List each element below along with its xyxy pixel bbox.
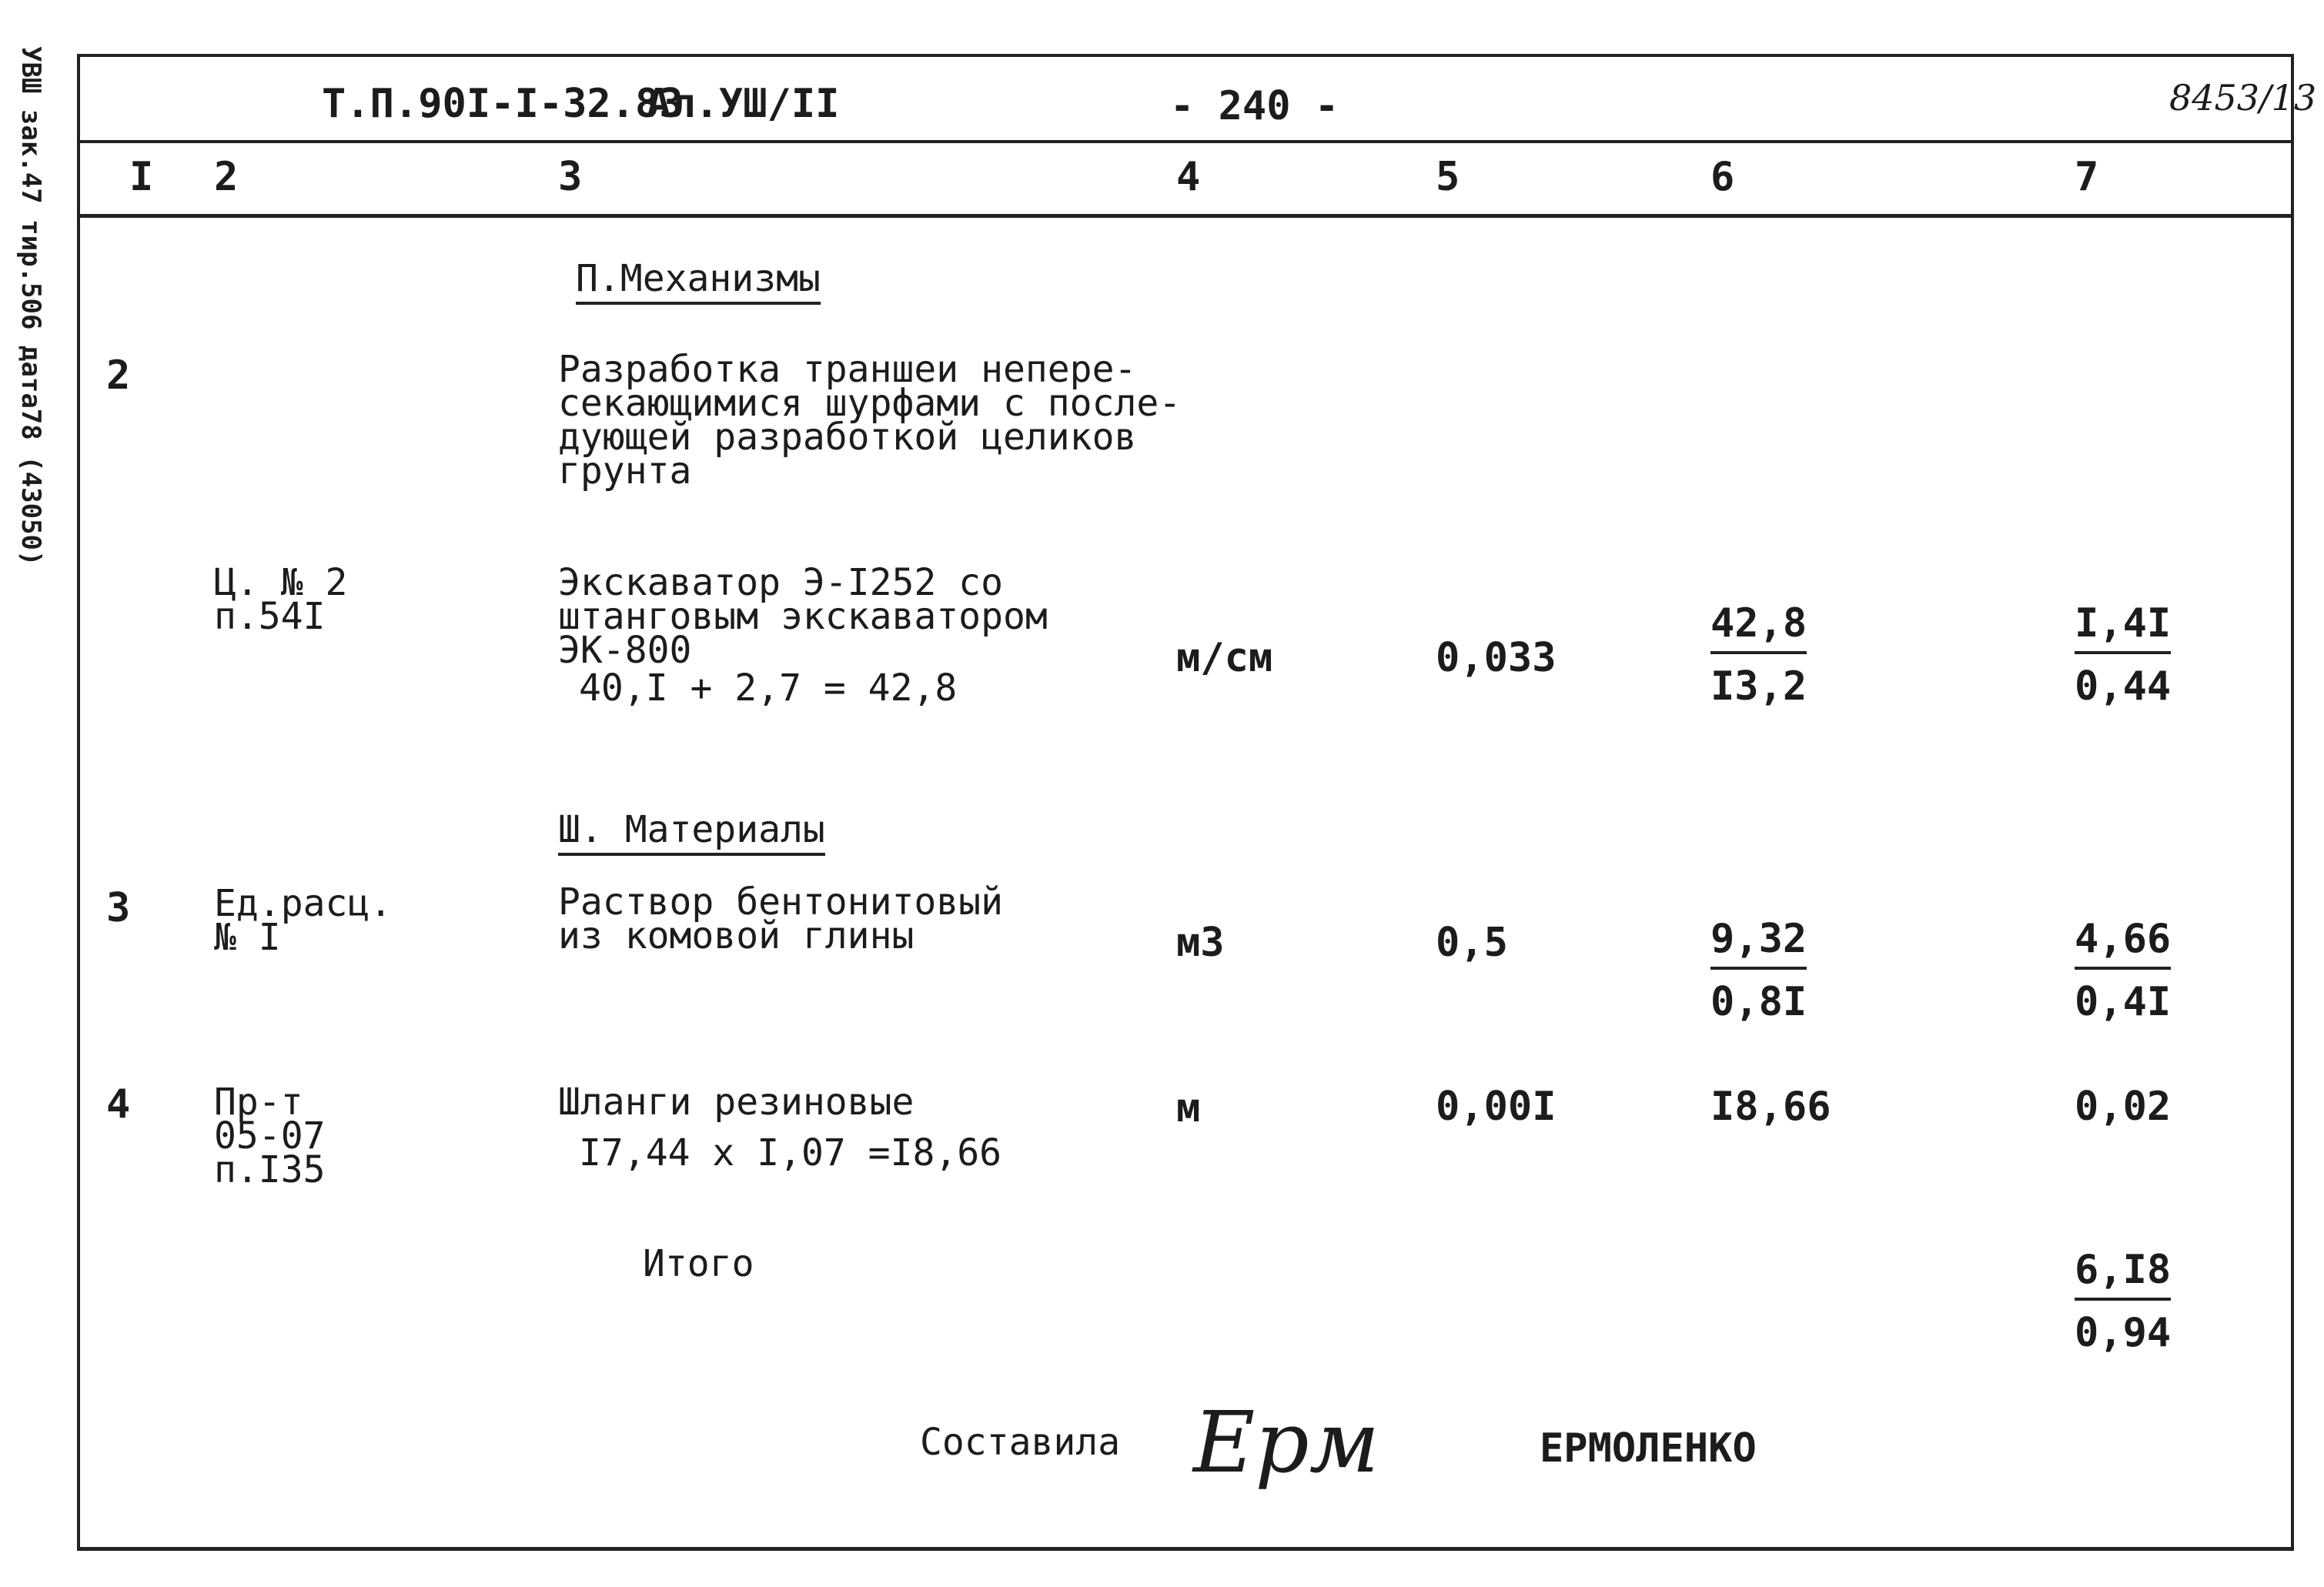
signature: Ерм (1193, 1393, 1379, 1492)
row-2-description: Разработка траншеи непере- секающимися шурфами с после- дующей разработкой целиков грунта (558, 348, 1182, 493)
row-number: 3 (106, 885, 131, 931)
col-3: 3 (558, 154, 583, 200)
row-4-description: Шланги резиновые (558, 1081, 915, 1124)
grand-total: $\frac{6,I8}{0,94}$ (2075, 1247, 2172, 1356)
col-4: 4 (1176, 154, 1201, 200)
row-3-price: $\frac{9,32}{0,8I}$ (1710, 916, 1807, 1025)
row-4-reference: Пр-т 05-07 п.I35 (214, 1081, 326, 1191)
margin-print-note: УВШ зак.47 тир.506 дата78 (43050) (15, 46, 46, 566)
column-header-rule (77, 214, 2294, 218)
page-number: - 240 - (1170, 83, 1339, 129)
row-3-quantity: 0,5 (1436, 920, 1508, 966)
col-5: 5 (1436, 154, 1460, 200)
row-2b-quantity: 0,033 (1436, 635, 1557, 681)
doc-code: Т.П.90I-I-32.83 (322, 81, 684, 127)
document-frame (77, 54, 2294, 1551)
compiler-name: ЕРМОЛЕНКО (1540, 1425, 1757, 1472)
col-6: 6 (1710, 154, 1735, 200)
archive-stamp: 8453/13 (2169, 77, 2317, 119)
row-3-total: $\frac{4,66}{0,4I}$ (2075, 916, 2172, 1025)
album-code: Ал.УШ/II (647, 81, 840, 127)
row-number: 4 (106, 1081, 131, 1128)
row-2b-total: $\frac{I,4I}{0,44}$ (2075, 600, 2172, 710)
total-label: Итого (643, 1242, 754, 1285)
row-2b-calculation: 40,I + 2,7 = 42,8 (579, 667, 958, 710)
col-2: 2 (214, 154, 239, 200)
row-2b-unit: м/см (1176, 635, 1273, 681)
col-1: I (129, 154, 154, 200)
row-3-unit: м3 (1176, 920, 1225, 966)
row-number: 2 (106, 352, 131, 399)
col-7: 7 (2075, 154, 2099, 200)
header-rule (77, 140, 2294, 143)
row-2b-description: Экскаватор Э-I252 со штанговым экскаватором ЭК-800 (558, 561, 1048, 672)
row-3-description: Раствор бентонитовый из комовой глины (558, 880, 1003, 957)
section-materials: Ш. Материалы (558, 808, 825, 856)
row-4-unit: м (1176, 1085, 1201, 1131)
row-3-reference: Ед.расц. № I (214, 882, 393, 959)
compiled-by-label: Составила (920, 1421, 1121, 1464)
row-4-calculation: I7,44 х I,07 =I8,66 (579, 1131, 1002, 1174)
row-4-quantity: 0,00I (1436, 1084, 1557, 1130)
row-2b-price: $\frac{42,8}{I3,2}$ (1710, 600, 1807, 710)
row-4-price: I8,66 (1710, 1084, 1831, 1130)
section-mechanisms: П.Механизмы (576, 257, 821, 305)
row-2b-reference: Ц. № 2 п.54I (214, 561, 348, 638)
row-4-total: 0,02 (2075, 1084, 2172, 1130)
